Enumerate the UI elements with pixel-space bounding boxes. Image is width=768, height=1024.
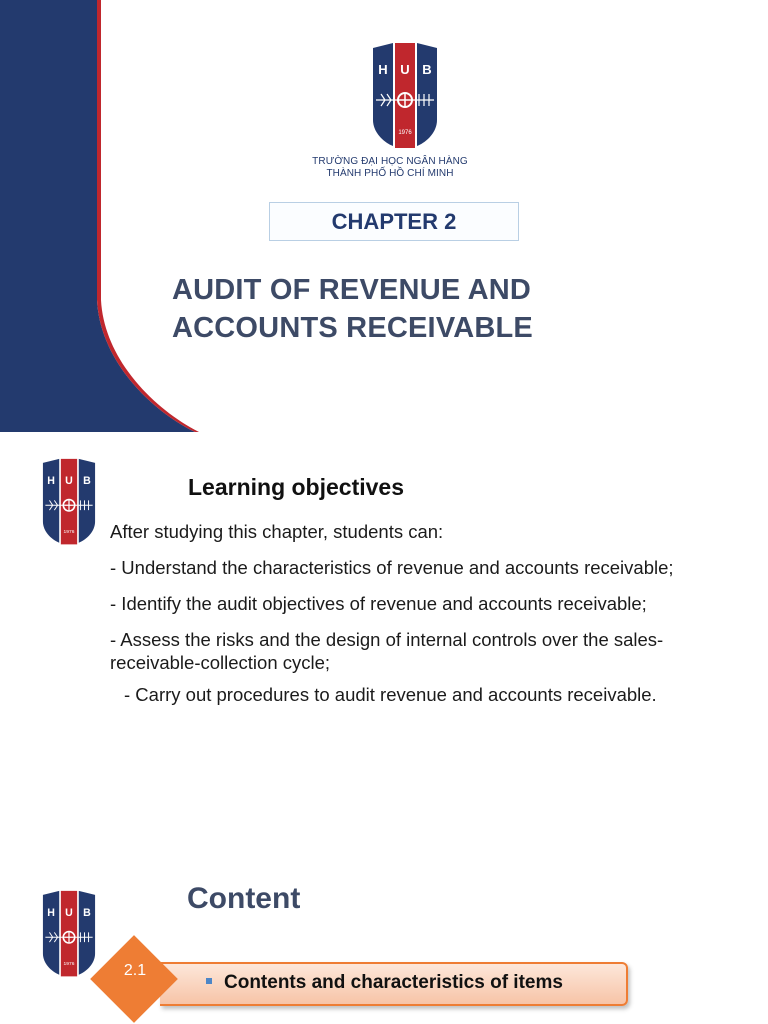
svg-text:1976: 1976 (63, 961, 75, 967)
objective-item: - Carry out procedures to audit revenue and accounts receivable. (124, 684, 657, 705)
section-number: 2.1 (123, 962, 147, 979)
chapter-label: CHAPTER 2 (269, 202, 519, 241)
svg-text:H: H (47, 475, 55, 488)
objective-item: - Understand the characteristics of revenue and accounts receivable; (110, 557, 674, 578)
objectives-title: Learning objectives (188, 474, 405, 500)
svg-text:B: B (422, 62, 432, 77)
svg-text:H: H (378, 62, 388, 77)
slide-title-line1: AUDIT OF REVENUE AND (172, 274, 531, 306)
cover-slide (0, 0, 768, 432)
objectives-slide (0, 432, 768, 864)
content-slide (0, 864, 768, 1024)
objectives-intro: After studying this chapter, students can: (110, 521, 444, 542)
section-label: Contents and characteristics of items (224, 972, 563, 993)
svg-text:U: U (65, 907, 73, 920)
hub-logo (371, 42, 439, 150)
slide-title-line2: ACCOUNTS RECEIVABLE (172, 312, 533, 344)
square-bullet-icon (206, 978, 212, 984)
svg-text:1976: 1976 (63, 529, 75, 535)
svg-text:B: B (83, 907, 91, 920)
hub-logo (40, 458, 98, 546)
svg-text:B: B (83, 475, 91, 488)
svg-text:H: H (47, 907, 55, 920)
hub-logo (40, 890, 98, 978)
svg-text:U: U (400, 62, 410, 77)
objectives-body (110, 520, 750, 719)
objective-item: - Identify the audit objectives of revenue and accounts receivable; (110, 593, 647, 614)
svg-text:U: U (65, 475, 73, 488)
university-name-line1: TRƯỜNG ĐẠI HỌC NGÂN HÀNG (312, 156, 468, 167)
content-title: Content (187, 882, 301, 915)
university-name-line2: THÀNH PHỐ HỒ CHÍ MINH (326, 168, 454, 179)
svg-text:1976: 1976 (398, 130, 412, 136)
objective-item: - Assess the risks and the design of internal controls over the sales-receivable-collection cycle; (110, 629, 664, 673)
